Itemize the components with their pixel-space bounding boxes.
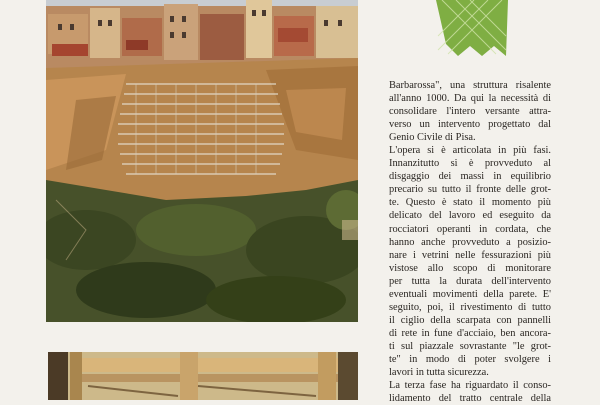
text-line: seguito, poi, il rivestimento di tutto — [389, 301, 551, 313]
text-line: lidamento del tratto centrale della — [389, 393, 551, 405]
text-line: rocciatori operanti in cordata, che — [389, 223, 551, 235]
wooden-scaffold-photo — [48, 352, 358, 400]
article-text-column — [389, 79, 551, 405]
wooden-scaffold-drawing — [48, 352, 358, 400]
text-line: all'anno 1000. Da qui la necessità di — [389, 93, 551, 105]
cliff-scaffolding-photo — [46, 0, 358, 322]
text-line: delicato del lavoro ed eseguito da — [389, 210, 551, 222]
text-line: di rete in fune d'acciaio, ben ancora- — [389, 327, 551, 339]
text-line: te" in modo di poter svolgere i — [389, 353, 551, 365]
cliff-photo-drawing — [46, 0, 358, 322]
text-line: La terza fase ha riguardato il conso- — [389, 380, 551, 392]
text-line: eventuali movimenti della parete. E' — [389, 288, 551, 300]
text-line: il ciglio della scarpata con pannelli — [389, 314, 551, 326]
text-line: per tutta la durata dell'intervento — [389, 275, 551, 287]
text-line: vistose allo scopo di monitorare — [389, 262, 551, 274]
text-line: Genio Civile di Pisa. — [389, 132, 476, 144]
text-line: verso un intervento progettato dal — [389, 119, 551, 131]
text-line: consolidare l'intero versante attra- — [389, 106, 551, 118]
text-line: Innanzitutto si è provveduto al — [389, 158, 551, 170]
text-line: nare i vetrini nelle fessurazioni più — [389, 249, 551, 261]
text-line: lavori in tutta sicurezza. — [389, 367, 489, 379]
text-line: disgaggio dei massi in equilibrio — [389, 171, 551, 183]
text-line: precario su tutto il fronte delle grot- — [389, 184, 551, 196]
green-leaf-emblem-icon — [436, 0, 508, 58]
text-line: Barbarossa", una struttura risalente — [389, 80, 551, 91]
text-line: te. Questo è stato il momento più — [389, 197, 551, 209]
text-line: hanno anche provveduto a posizio- — [389, 236, 551, 248]
text-line: ti sul piazzale sovrastante "le grot- — [389, 340, 551, 352]
text-line: L'opera si è articolata in più fasi. — [389, 145, 551, 157]
